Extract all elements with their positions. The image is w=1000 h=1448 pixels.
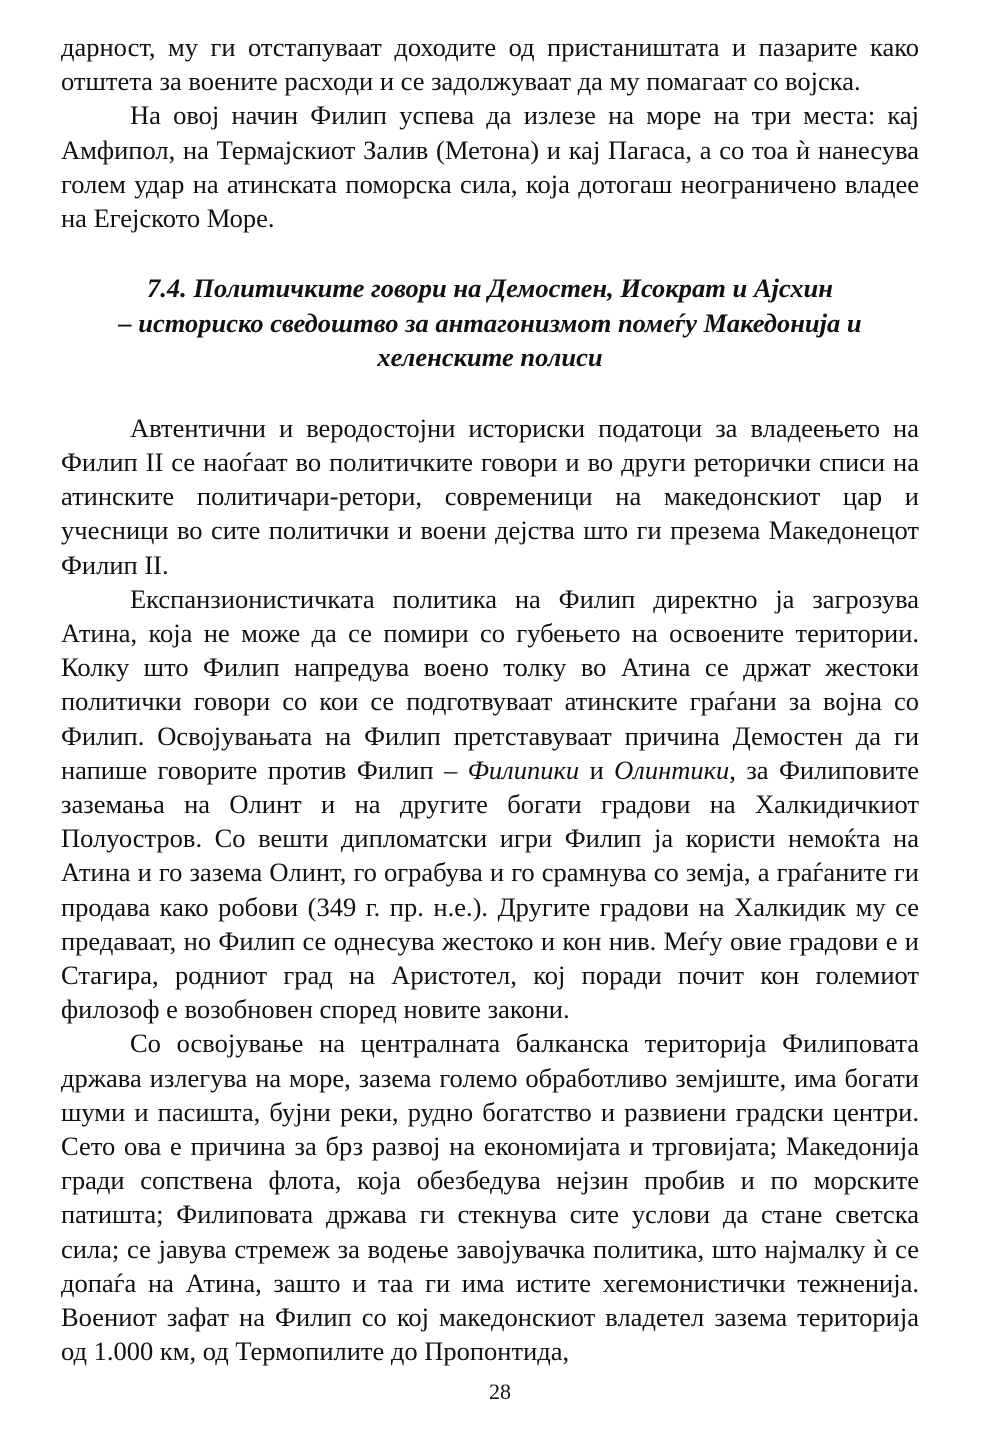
- paragraph-sources: Автентични и веродостојни историски податоци за владеењето на Филип II се наоѓаат во политичките говори и во други реторички списи на атинските политичари-ретори, современици на македонскиот цар и учесници во сите политички и воени дејства што ги презема Македонецот Филип II.: [61, 412, 919, 580]
- spacer: [61, 235, 919, 271]
- paragraph-expansion: [61, 582, 919, 1027]
- section-heading-line-2: – историско сведоштво за антагонизмот помеѓу Македонија и: [118, 307, 862, 338]
- paragraph-continued: дарност, му ги отстапуваат доходите од пристаништата и пазарите како отштета за воените расходи и се задолжуваат да му помагаат со војска.: [61, 32, 919, 97]
- paragraph-expansion-part-1: Експанзионистичката политика на Филип директно ја загрозува Атина, која не може да се помири со губењето на освоените територии. Колку што Филип напредува воено толку во Атина се држат жестоки политички говори со кои се подготвуваат атинските граѓани за војна со Филип. Освојувањата на Филип претставуваат причина Демостен да ги напише говорите против Филип –: [61, 583, 919, 785]
- section-heading-line-1: 7.4. Политичките говори на Демостен, Исократ и Ајсхин: [147, 273, 833, 304]
- conjunction: и: [579, 754, 615, 785]
- section-heading: [61, 271, 919, 375]
- page-body: [61, 30, 919, 1368]
- olynthiacs-title: Олинтики: [614, 754, 730, 785]
- philippics-title: Филипики: [467, 754, 580, 785]
- page-number: 28: [489, 1379, 511, 1404]
- section-heading-line-3: хеленските полиси: [377, 342, 603, 373]
- paragraph-sea-access: На овој начин Филип успева да излезе на море на три места: кај Амфипол, на Термајскиот Залив (Метона) и кај Пагаса, а со тоа ѝ нанесува голем удар на атинската поморска сила, која дотогаш неограничено владее на Егејското Море.: [61, 100, 919, 234]
- paragraph-conquest: Со освојување на централната балканска територија Филиповата држава излегува на море, зазема големо обработливо земјиште, има богати шуми и пасишта, бујни реки, рудно богатство и развиени градски центри. Сето ова е причина за брз развој на економијата и трговијата; Македонија гради сопствена флота, која обезбедува нејзин пробив и по морските патишта; Филиповата држава ги стекнува сите услови да стане светска сила; се јавува стремеж за водење завојувачка политика, што најмалку ѝ се допаѓа на Атина, зашто и таа ги има истите хегемонистички тежненија. Воениот зафат на Филип со кој македонскиот владетел зазема територија од 1.000 км, од Термопилите до Пропонтида,: [61, 1028, 919, 1367]
- paragraph-expansion-part-2: , за Филиповите заземања на Олинт и на другите богати градови на Халкидичкиот Полуостров. Со вешти дипломатски игри Филип ја користи немоќта на Атина и го зазема Олинт, го ограбува и го срамнува со земја, а граѓаните ги продава како робови (349 г. пр. н.е.). Другите градови на Халкидик му се предаваат, но Филип се однесува жестоко и кон нив. Меѓу овие градови е и Стагира, родниот град на Аристотел, кој поради почит кон големиот филозоф е возобновен според новите закони.: [61, 754, 919, 1025]
- spacer: [61, 375, 919, 411]
